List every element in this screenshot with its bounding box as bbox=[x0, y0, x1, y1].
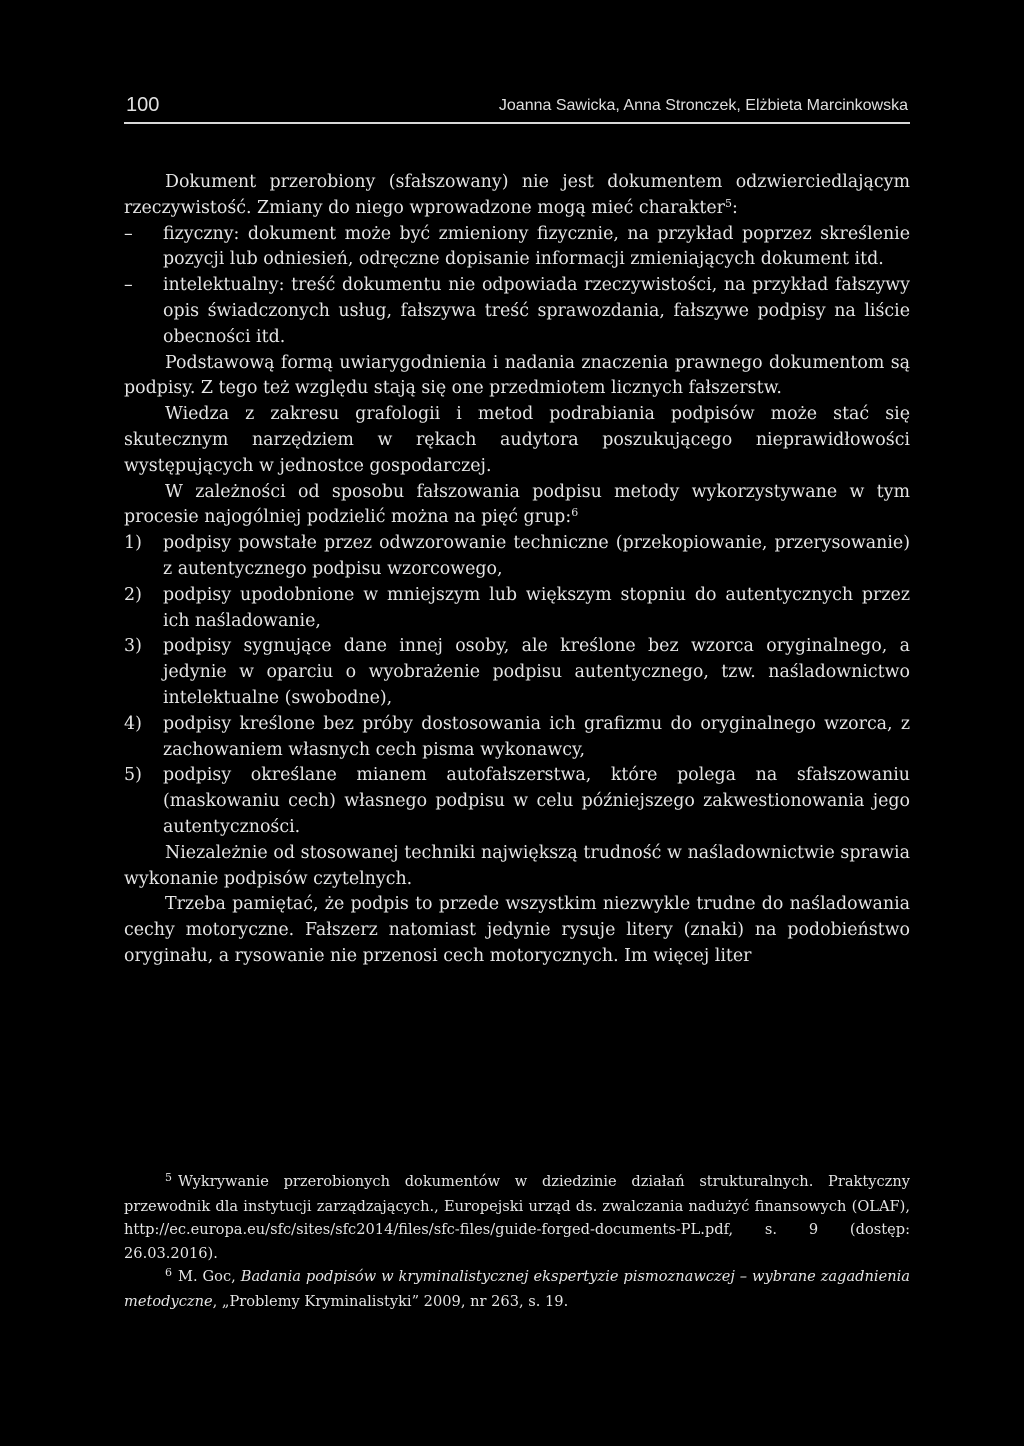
footnote-number: 6 bbox=[165, 1266, 172, 1280]
list-marker: 5) bbox=[124, 765, 142, 786]
list-item-text: podpisy sygnujące dane innej osoby, ale kreślone bez wzorca oryginalnego, a jedynie w oparciu o wyobrażenie podpisu autentycznego, tzw. naśladownictwo intelektualne (swobodne), bbox=[163, 636, 910, 708]
list-item-text: podpisy upodobnione w mniejszym lub większym stopniu do autentycznych przez ich naśladowanie, bbox=[163, 584, 910, 631]
footnote-author: M. Goc, bbox=[178, 1268, 236, 1286]
paragraph bbox=[124, 170, 910, 222]
list-marker: – bbox=[124, 275, 133, 296]
main-text bbox=[124, 170, 910, 970]
paragraph-text: : bbox=[731, 197, 738, 218]
footnote-ref[interactable]: 6 bbox=[571, 506, 579, 520]
paragraph: Podstawową formą uwiarygodnienia i nadania znaczenia prawnego dokumentom są podpisy. Z tego też względu stają się one przedmiotem licznych fałszerstw. bbox=[124, 352, 910, 399]
page-number: 100 bbox=[126, 94, 160, 116]
list-marker: – bbox=[124, 223, 133, 244]
footnote-text: Wykrywanie przerobionych dokumentów w dziedzinie działań strukturalnych. Praktyczny przewodnik dla instytucji zarządzających., Europejski urząd ds. zwalczania nadużyć finansowych (OLAF), http://ec.europa.eu/sfc/sites/sfc2014/files/sfc-files/guide-forged-documents-PL.pdf, s. 9 (dostęp: 26.03.2016). bbox=[124, 1173, 910, 1262]
numbered-list-item bbox=[124, 634, 910, 711]
numbered-list-item bbox=[124, 712, 910, 764]
paragraph: Wiedza z zakresu grafologii i metod podrabiania podpisów może stać się skutecznym narzędziem w rękach audytora poszukującego nieprawidłowości występujących w jednostce gospodarczej. bbox=[124, 404, 910, 476]
paragraph: Trzeba pamiętać, że podpis to przede wszystkim niezwykle trudne do naśladowania cechy motoryczne. Fałszerz natomiast jedynie rysuje litery (znaki) na podobieństwo oryginału, a rysowanie nie przenosi cech motorycznych. Im więcej liter bbox=[124, 894, 910, 966]
list-marker: 3) bbox=[124, 636, 142, 657]
footnote bbox=[124, 1265, 910, 1313]
numbered-list-item bbox=[124, 531, 910, 583]
list-marker: 4) bbox=[124, 713, 142, 734]
footnote-text: , „Problemy Kryminalistyki” 2009, nr 263, s. 19. bbox=[212, 1292, 569, 1310]
dash-list-item bbox=[124, 222, 910, 274]
footnotes bbox=[124, 1170, 910, 1314]
paragraph: Niezależnie od stosowanej techniki największą trudność w naśladownictwie sprawia wykonanie podpisów czytelnych. bbox=[124, 842, 910, 889]
page-header bbox=[124, 94, 910, 124]
list-item-text: fizyczny: dokument może być zmieniony fizycznie, na przykład poprzez skreślenie pozycji lub odniesień, odręczne dopisanie informacji zmieniających dokument itd. bbox=[163, 223, 910, 270]
numbered-list-item bbox=[124, 583, 910, 635]
numbered-list-item bbox=[124, 763, 910, 840]
list-item-text: podpisy określane mianem autofałszerstwa, które polega na sfałszowaniu (maskowaniu cech) własnego podpisu w celu późniejszego zakwestionowania jego autentyczności. bbox=[163, 765, 910, 837]
footnote-number: 5 bbox=[165, 1171, 172, 1184]
list-item-text: podpisy powstałe przez odwzorowanie techniczne (przekopiowanie, przerysowanie) z autentycznego podpisu wzorcowego, bbox=[163, 533, 910, 579]
list-item-text: intelektualny: treść dokumentu nie odpowiada rzeczywistości, na przykład fałszywy opis świadczonych usług, fałszywa treść sprawozdania, fałszywe podpisy na liście obecności itd. bbox=[163, 275, 910, 347]
list-marker: 2) bbox=[124, 584, 142, 605]
paragraph-text: Dokument przerobiony (sfałszowany) nie jest dokumentem odzwierciedlającym rzeczywistość. Zmiany do niego wprowadzone mogą mieć charakter bbox=[124, 172, 910, 218]
footnote-title: Badania podpisów w kryminalistycznej ekspertyzie pismoznawczej – wybrane zagadnienia metodyczne bbox=[124, 1268, 910, 1310]
running-head: Joanna Sawicka, Anna Stronczek, Elżbieta Marcinkowska bbox=[498, 97, 908, 114]
footnote bbox=[124, 1170, 910, 1265]
paragraph-text: W zależności od sposobu fałszowania podpisu metody wykorzystywane w tym procesie najogólniej podzielić można na pięć grup: bbox=[124, 481, 910, 528]
footnote-ref[interactable]: 5 bbox=[724, 196, 732, 210]
list-item-text: podpisy kreślone bez próby dostosowania ich grafizmu do oryginalnego wzorca, z zachowaniem własnych cech pisma wykonawcy, bbox=[163, 713, 910, 760]
list-marker: 1) bbox=[124, 533, 142, 554]
dash-list-item bbox=[124, 273, 910, 350]
paragraph bbox=[124, 480, 910, 532]
